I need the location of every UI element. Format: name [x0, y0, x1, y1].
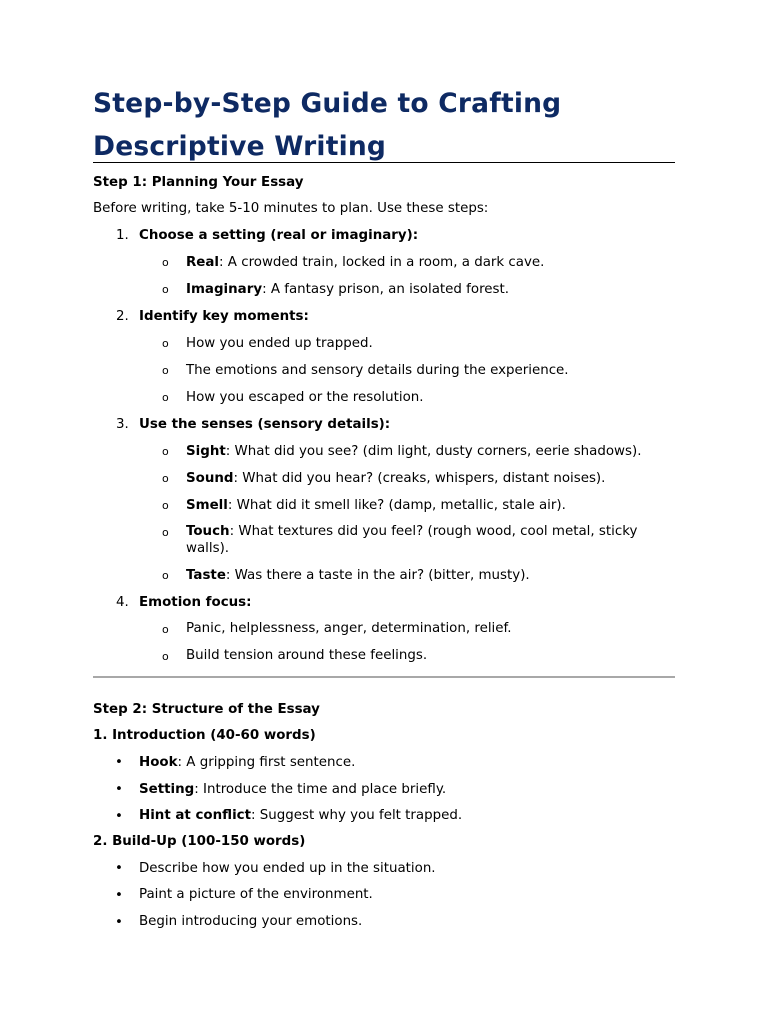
bullet: • — [115, 888, 123, 903]
bullet-item: Begin introducing your emotions. — [139, 914, 363, 929]
sub-list-item: Panic, helplessness, anger, determination, relief. — [186, 621, 512, 636]
bullet: • — [115, 782, 123, 797]
list-number: 2. — [116, 309, 129, 324]
sub-list-item: Build tension around these feelings. — [186, 648, 428, 663]
sub-bullet: o — [162, 391, 169, 404]
list-item-label: Identify key moments: — [139, 309, 309, 324]
sub-bullet: o — [162, 364, 169, 377]
list-number: 4. — [116, 595, 129, 610]
sub-bullet: o — [162, 569, 169, 582]
bullet-item: Describe how you ended up in the situation. — [139, 861, 436, 876]
bullet-item: Setting: Introduce the time and place briefly. — [139, 782, 447, 797]
sub-list-item: Real: A crowded train, locked in a room, a dark cave. — [186, 255, 545, 270]
sub-list-item: How you ended up trapped. — [186, 336, 373, 351]
document-title: Step-by-Step Guide to Crafting Descriptive Writing — [93, 88, 562, 162]
sub-list-item: The emotions and sensory details during the experience. — [186, 363, 569, 378]
list-item-label: Use the senses (sensory details): — [139, 417, 391, 432]
step1-intro: Before writing, take 5-10 minutes to plan. Use these steps: — [93, 201, 489, 216]
step1-heading: Step 1: Planning Your Essay — [93, 175, 304, 190]
bullet: • — [115, 809, 123, 824]
list-number: 1. — [116, 228, 129, 243]
section-divider — [93, 676, 675, 678]
sub-list-item: Taste: Was there a taste in the air? (bitter, musty). — [186, 568, 530, 583]
list-number: 3. — [116, 417, 129, 432]
sub-bullet: o — [162, 445, 169, 458]
sub-bullet: o — [162, 472, 169, 485]
sub-list-item: Smell: What did it smell like? (damp, metallic, stale air). — [186, 498, 566, 513]
list-item-label: Emotion focus: — [139, 595, 252, 610]
title-divider — [93, 162, 675, 163]
sub-list-item: Sound: What did you hear? (creaks, whispers, distant noises). — [186, 471, 606, 486]
sub-bullet: o — [162, 526, 169, 539]
section-heading: 1. Introduction (40-60 words) — [93, 728, 316, 743]
bullet-item: Hook: A gripping first sentence. — [139, 755, 356, 770]
sub-bullet: o — [162, 650, 169, 663]
sub-list-item: Imaginary: A fantasy prison, an isolated forest. — [186, 282, 510, 297]
sub-list-item: How you escaped or the resolution. — [186, 390, 424, 405]
bullet: • — [115, 755, 123, 770]
bullet-item: Paint a picture of the environment. — [139, 887, 373, 902]
bullet: • — [115, 915, 123, 930]
bullet-item: Hint at conflict: Suggest why you felt trapped. — [139, 808, 463, 823]
sub-bullet: o — [162, 337, 169, 350]
bullet: • — [115, 861, 123, 876]
sub-bullet: o — [162, 283, 169, 296]
sub-bullet: o — [162, 256, 169, 269]
sub-list-item: Touch: What textures did you feel? (rough wood, cool metal, sticky walls). — [186, 524, 638, 556]
sub-bullet: o — [162, 499, 169, 512]
step2-heading: Step 2: Structure of the Essay — [93, 702, 320, 717]
sub-list-item: Sight: What did you see? (dim light, dusty corners, eerie shadows). — [186, 444, 642, 459]
list-item-label: Choose a setting (real or imaginary): — [139, 228, 419, 243]
sub-bullet: o — [162, 623, 169, 636]
section-heading: 2. Build-Up (100-150 words) — [93, 834, 306, 849]
